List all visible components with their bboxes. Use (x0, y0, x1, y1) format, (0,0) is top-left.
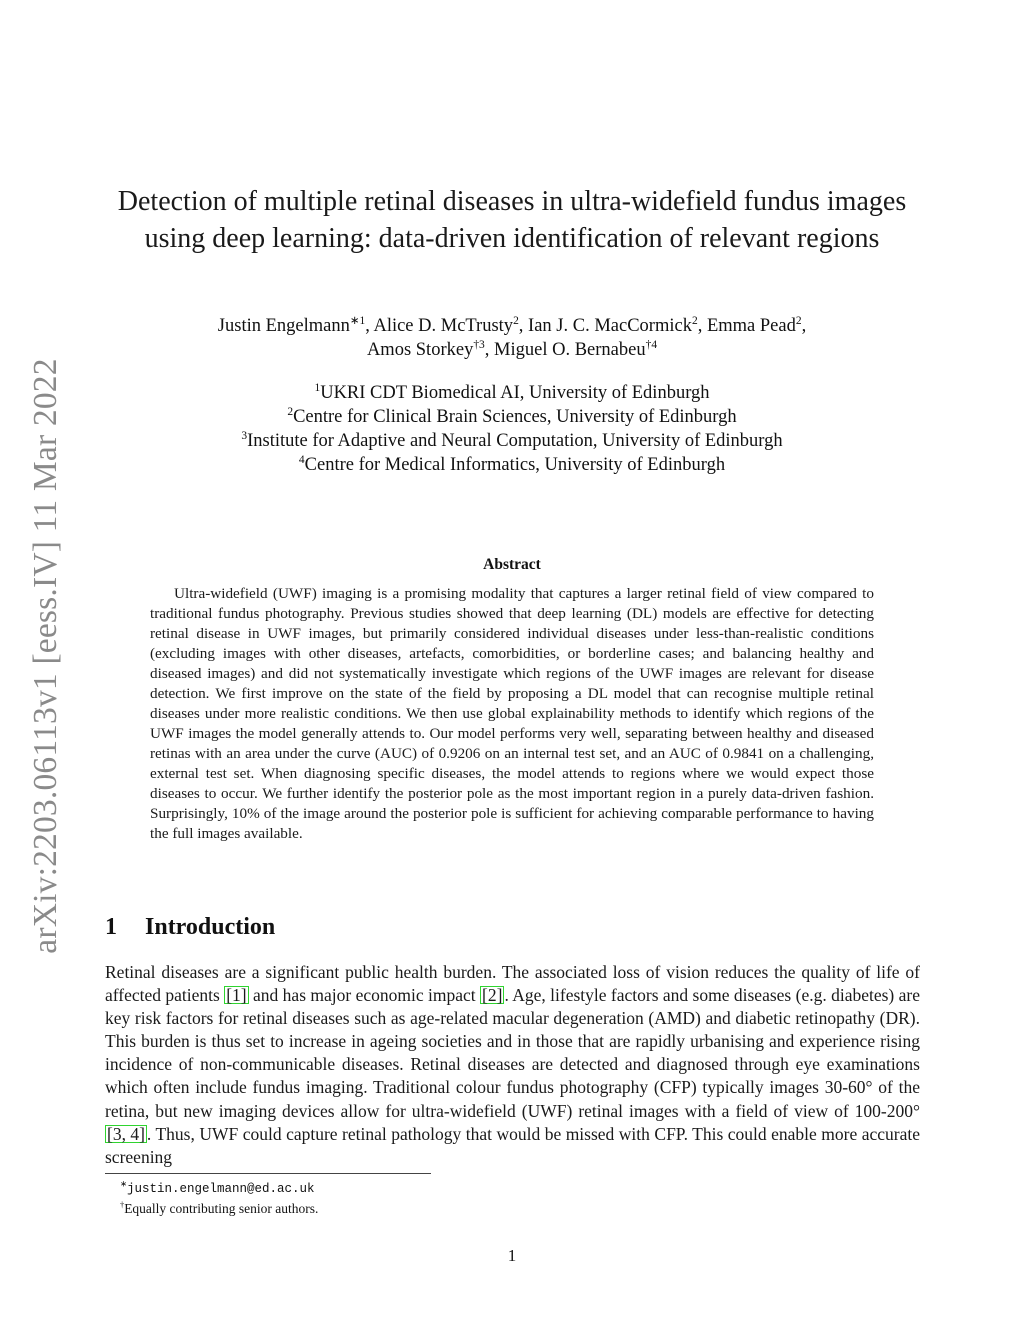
author-name: Miguel O. Bernabeu (494, 340, 646, 360)
citation-link[interactable]: [2] (482, 985, 503, 1006)
section-heading (105, 914, 275, 941)
footnote-equal-contribution: †Equally contributing senior authors. (120, 1200, 319, 1216)
author-name: Amos Storkey (366, 340, 474, 360)
author-mark: †4 (645, 338, 658, 351)
footnote-email: ∗justin.engelmann@ed.ac.uk (120, 1179, 315, 1196)
affiliation: $^3$Institute for Adaptive and Neural Computation, University of Edinburgh (241, 429, 783, 451)
abstract-text: Ultra-widefield (UWF) imaging is a promising modality that captures a larger retinal field of view compared to traditional fundus photography. Previous studies showed that deep learning (DL) models are effective for detecting retinal disease in UWF images, but primarily considered individual diseases under less-than-realistic conditions (excluding images with other diseases, artefacts, comorbidities, or borderline cases; and balancing healthy and diseased images) and did not systematically investigate which regions of the UWF images are relevant for disease detection. We first improve on the state of the field by proposing a DL model that can recognise multiple retinal diseases under more realistic conditions. We then use global explainability methods to identify which regions of the UWF images the model generally attends to. Our model performs very well, separating between healthy and diseased retinas with an area under the curve (AUC) of 0.9206 on an internal test set, and an AUC of 0.9841 on a challenging, external test set. When diagnosing specific diseases, the model attends to regions where we would expect those diseases to occur. We further identify the posterior pole as the most important region in a purely data-driven fashion. Surprisingly, 10% of the image around the posterior pole is sufficient for achieving comparable performance to having the full images available. (150, 585, 874, 842)
affiliation: $^2$Centre for Clinical Brain Sciences, University of Edinburgh (287, 405, 737, 427)
affiliation: $^4$Centre for Medical Informatics, University of Edinburgh (298, 453, 726, 475)
footnotes (120, 1178, 318, 1219)
email-address: justin.engelmann@ed.ac.uk (127, 1182, 315, 1196)
author-mark: 2 (795, 314, 802, 327)
arxiv-identifier-stamp (16, 348, 76, 963)
affiliation: $^1$UKRI CDT Biomedical AI, University of Edinburgh (314, 381, 710, 403)
citation-link[interactable]: [1] (226, 985, 247, 1006)
author-list: Justin Engelmann$^{∗1}$, Alice D. McTrusty$^2$, Ian J. C. MacCormick$^2$, Emma Pead$^2$, Amos Storkey$^{\dagger 3}$, Miguel O. Bernabeu$^{\dagger 4}$ (217, 314, 807, 360)
author-mark: †3 (473, 338, 485, 351)
author-mark: 2 (691, 314, 698, 327)
paper-title: Detection of multiple retinal diseases in ultra-widefield fundus images using deep learning: data-driven identification of relevant regions (117, 186, 907, 254)
section-title: Introduction (145, 914, 276, 940)
footnote-divider (105, 1173, 431, 1174)
citation-link[interactable]: [3, 4] (107, 1123, 145, 1144)
abstract-heading: Abstract (483, 556, 541, 573)
author-name: Emma Pead (706, 316, 796, 336)
section-number: 1 (105, 914, 117, 940)
author-name: Alice D. McTrusty (373, 316, 514, 336)
author-name: Justin Engelmann (217, 316, 350, 336)
author-mark: ∗1 (349, 314, 366, 327)
arxiv-identifier-text: arXiv:2203.06113v1 [eess.IV] 11 Mar 2022 (27, 357, 64, 954)
author-name: Ian J. C. MacCormick (528, 316, 692, 336)
introduction-paragraph: Retinal diseases are a significant public health burden. The associated loss of vision reduces the quality of life of affected patients [1] and has major economic impact [2] . Age, lifestyle factors and some diseases (e.g. diabetes) are key risk factors for retinal diseases such as age-related macular degeneration (AMD) and diabetic retinopathy (DR). This burden is thus set to increase in ageing societies and in those that are rapidly urbanising and experience rising incidence of non-communicable diseases. Retinal diseases are detected and diagnosed through eye examinations which often include fundus imaging. Traditional colour fundus photography (CFP) typically images 30-60° of the retina, but new imaging devices allow for ultra-widefield (UWF) retinal images with a field of view of 100-200° [3, 4] . Thus, UWF could capture retinal pathology that would be missed with CFP. This could enable more accurate screening (105, 962, 921, 1167)
affiliation-list (110, 381, 914, 477)
page-number: 1 (507, 1246, 517, 1265)
author-mark: 2 (513, 314, 519, 327)
